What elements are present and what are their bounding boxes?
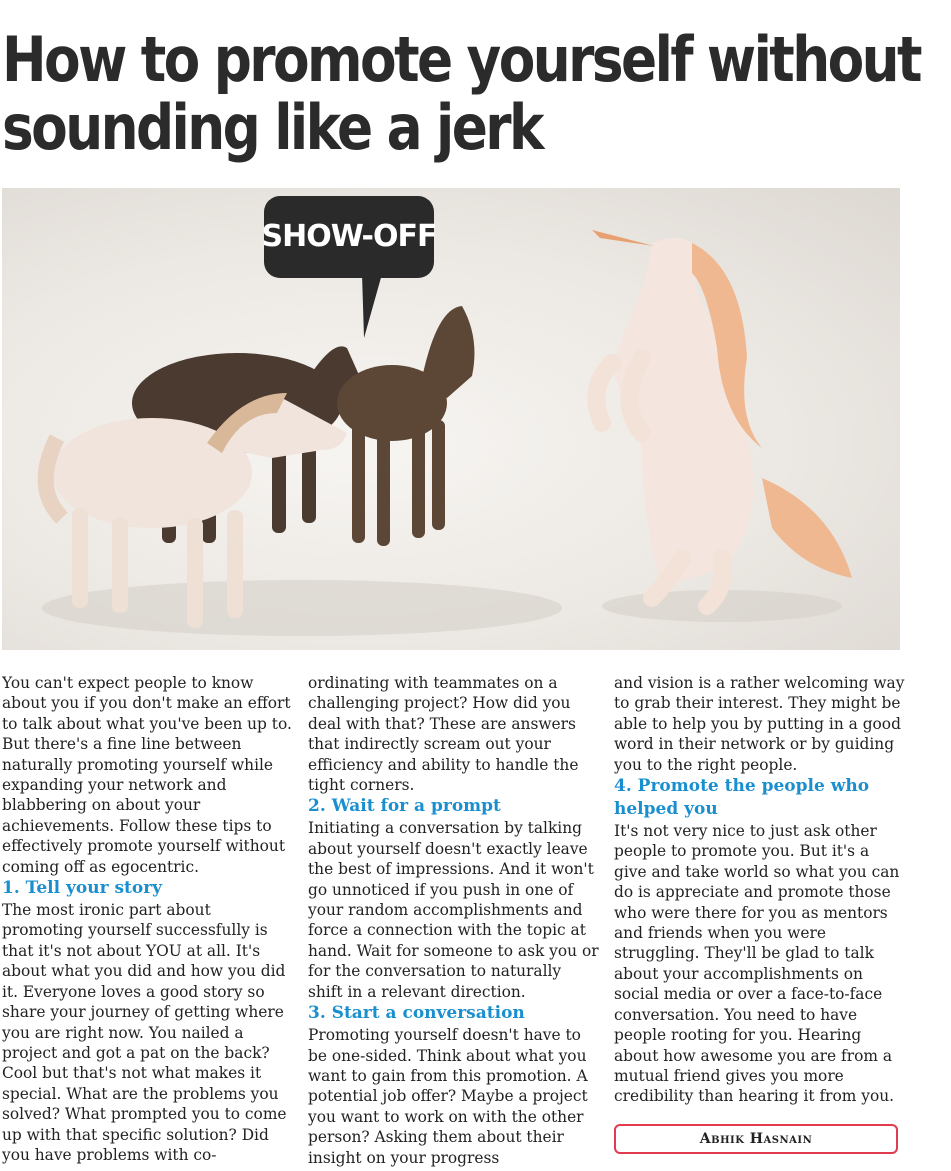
- article-column-1: [2, 673, 294, 1171]
- tip-2-heading: 2. Wait for a prompt: [308, 796, 501, 817]
- speech-bubble: [262, 196, 437, 338]
- tip-4-heading: 4. Promote the people who helped you: [614, 776, 870, 820]
- tip-3-body-part-2: and vision is a rather welcoming way to grab their interest. They might be able to help you by putting in a good word in their network or by guiding you to the right people.: [614, 674, 905, 774]
- headline-line-1: How to promote yourself without: [2, 23, 920, 96]
- author-byline: Abhik Hasnain: [614, 1124, 898, 1154]
- tip-4-body: It's not very nice to just ask other people to promote you. But it's a give and take world so what you can do is appreciate and promote those who were there for you as mentors and friends when you were struggling. They'll be glad to talk about your accomplishments on social media or over a face-to-face conversation. You need to have people rooting for you. Hearing about how awesome you are from a mutual friend gives you more credibility than hearing it from you.: [614, 822, 900, 1106]
- tip-3-body-part-1: Promoting yourself doesn't have to be one-sided. Think about what you want to gain from this promotion. A potential job offer? Maybe a project you want to work on with the other person? Asking them about their insight on your progress: [308, 1026, 588, 1167]
- speech-bubble-text: SHOW-OFF: [261, 219, 437, 254]
- article-headline: [2, 23, 920, 164]
- headline-line-2: sounding like a jerk: [2, 91, 542, 164]
- article-photo: [2, 188, 900, 650]
- brown-horse: [337, 306, 474, 546]
- tip-1-body-part-2: ordinating with teammates on a challenging project? How did you deal with that? These are answers that indirectly scream out your efficiency and ability to handle the tight corners.: [308, 674, 579, 795]
- tip-3-heading: 3. Start a conversation: [308, 1003, 525, 1024]
- article-column-2: [308, 673, 600, 1171]
- unicorn: [592, 230, 852, 606]
- article-column-3: [614, 673, 906, 1118]
- tip-2-body: Initiating a conversation by talking about yourself doesn't exactly leave the best of impressions. And it won't go unnoticed if you push in one of your random accomplishments and force a connection with the topic at hand. Wait for someone to ask you or for the conversation to naturally shift in a relevant direction.: [308, 819, 599, 1001]
- tip-1-heading: 1. Tell your story: [2, 878, 163, 899]
- horses-and-unicorn-illustration: [2, 188, 900, 650]
- intro-paragraph: You can't expect people to know about you if you don't make an effort to talk about what you've been up to. But there's a fine line between naturally promoting yourself while expanding your network and blabbering on about your achievements. Follow these tips to effectively promote yourself without coming off as egocentric.: [2, 674, 292, 876]
- tip-1-body-part-1: The most ironic part about promoting yourself successfully is that it's not about YOU at all. It's about what you did and how you did it. Everyone loves a good story so share your journey of getting where you are right now. You nailed a project and got a pat on the back? Cool but that's not what makes it special. What are the problems you solved? What prompted you to come up with that specific solution? Did you have problems with co-: [2, 901, 287, 1164]
